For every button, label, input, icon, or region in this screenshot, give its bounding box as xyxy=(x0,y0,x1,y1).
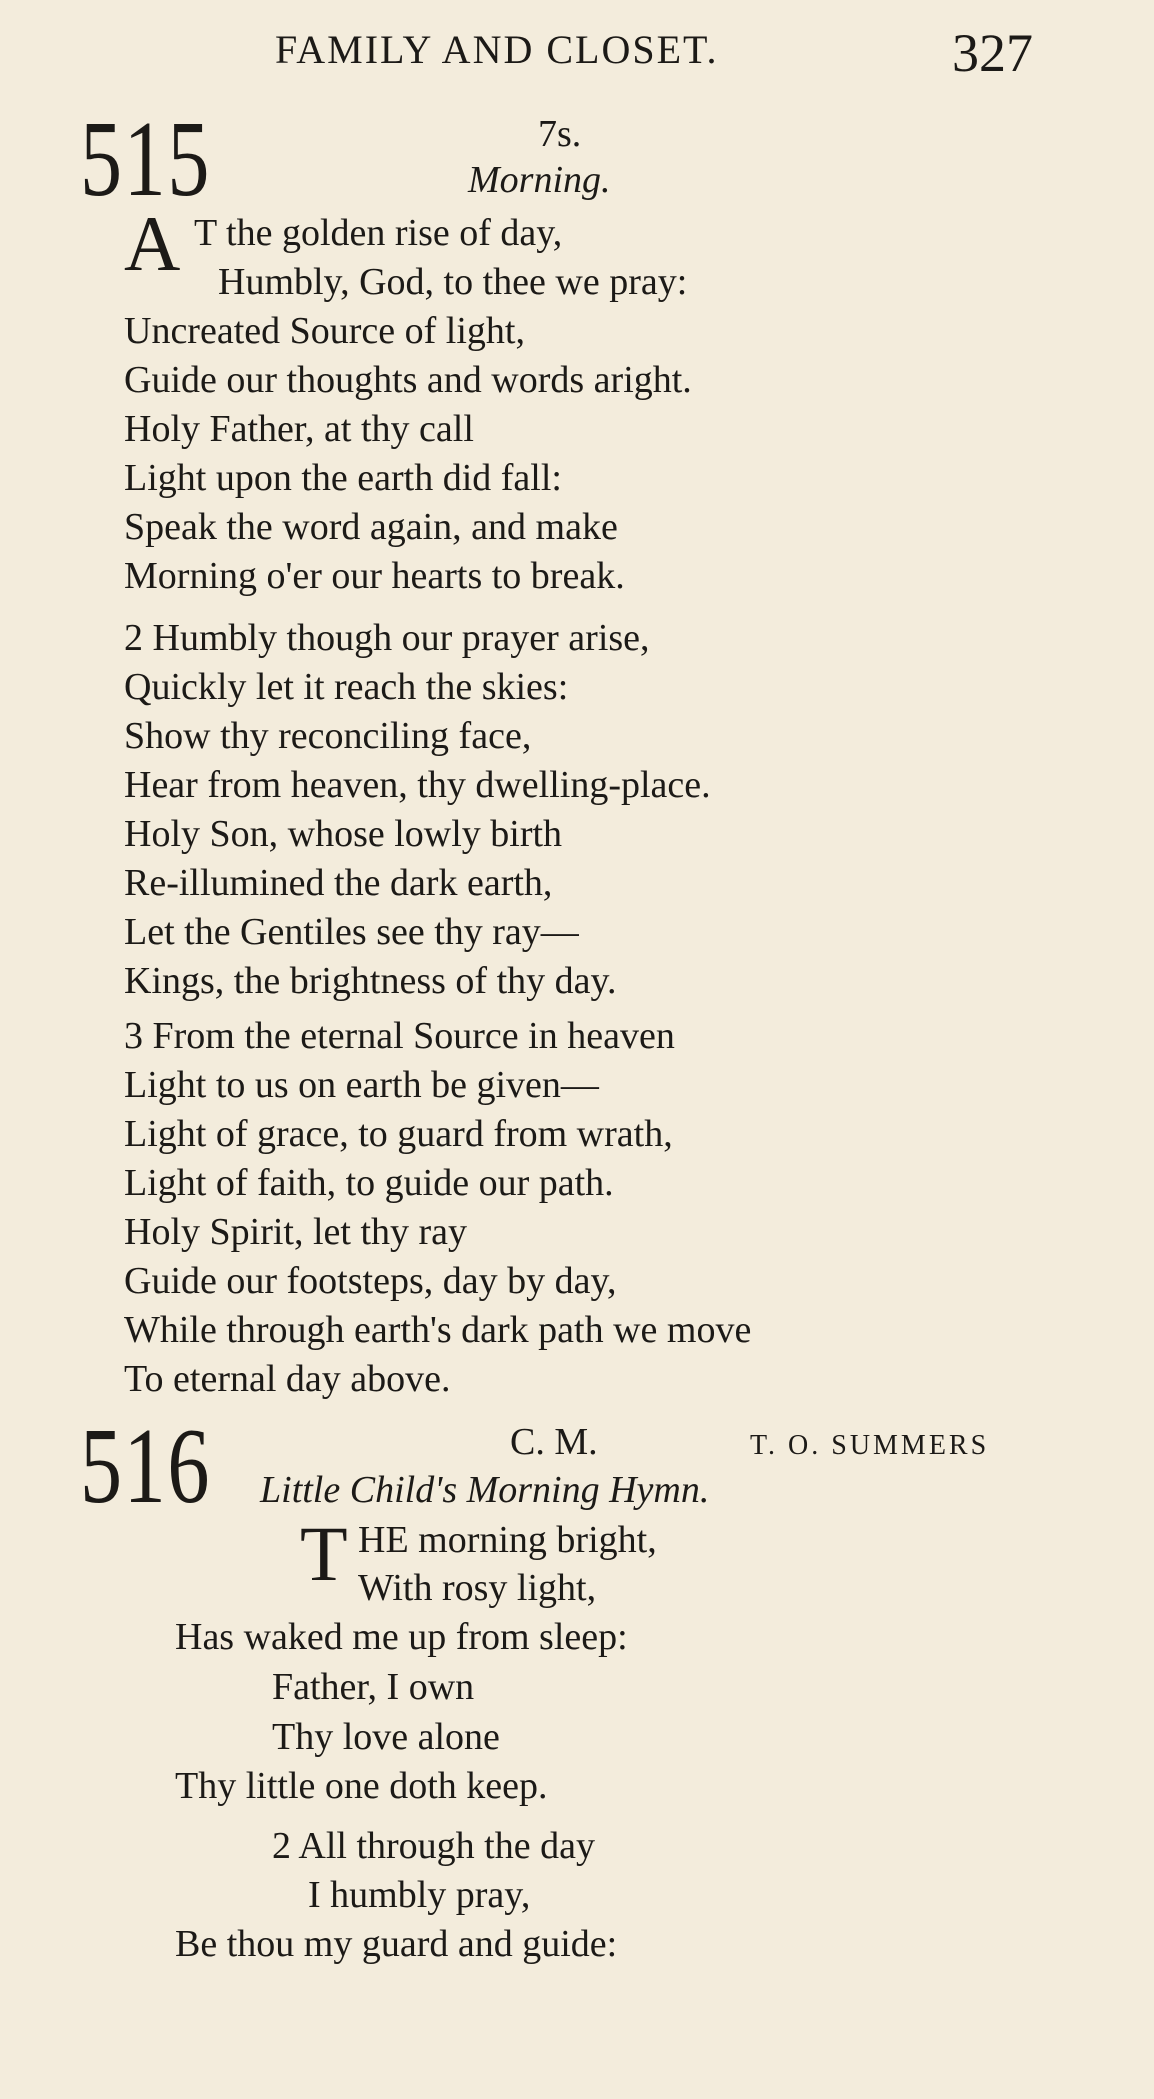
verse-line: Light upon the earth did fall: xyxy=(124,457,562,499)
hymn-meter: C. M. xyxy=(510,1421,598,1463)
stanza-3 xyxy=(124,1012,751,1404)
verse-line: Thy little one doth keep. xyxy=(175,1765,548,1807)
verse-line: Morning o'er our hearts to break. xyxy=(124,555,625,597)
hymn-meter: 7s. xyxy=(538,113,582,155)
verse-line: 2 All through the day xyxy=(272,1825,595,1867)
verse-line: Guide our footsteps, day by day, xyxy=(124,1260,617,1302)
verse-line: Kings, the brightness of thy day. xyxy=(124,960,617,1002)
verse-line: Speak the word again, and make xyxy=(124,506,618,548)
hymn-first-line: T the golden rise of day, xyxy=(194,212,563,254)
hymn-number: 515 xyxy=(80,100,212,219)
verse-line: Holy Son, whose lowly birth xyxy=(124,813,563,855)
verse-line: Re-illumined the dark earth, xyxy=(124,862,553,904)
verse-line: 3 From the eternal Source in heaven xyxy=(124,1015,675,1057)
verse-line: 2 Humbly though our prayer arise, xyxy=(124,617,650,659)
hymn-title: Little Child's Morning Hymn. xyxy=(260,1469,710,1511)
running-head: FAMILY AND CLOSET. xyxy=(275,27,719,72)
verse-line: Thy love alone xyxy=(272,1716,500,1758)
verse-line: Show thy reconciling face, xyxy=(124,715,532,757)
verse-line: Holy Father, at thy call xyxy=(124,408,474,450)
verse-line: With rosy light, xyxy=(358,1567,597,1609)
hymn-number: 516 xyxy=(80,1407,212,1526)
verse-line: Hear from heaven, thy dwelling-place. xyxy=(124,764,711,806)
verse-line: Light to us on earth be given— xyxy=(124,1064,599,1106)
verse-line: Uncreated Source of light, xyxy=(124,310,525,352)
hymn-first-line: HE morning bright, xyxy=(358,1519,657,1561)
verse-line: While through earth's dark path we move xyxy=(124,1309,752,1351)
verse-line: Guide our thoughts and words aright. xyxy=(124,359,692,401)
stanza-2 xyxy=(124,614,711,1006)
hymn-author: T. O. SUMMERS xyxy=(750,1430,990,1461)
verse-line: Humbly, God, to thee we pray: xyxy=(218,261,688,303)
hymn-title: Morning. xyxy=(468,159,611,201)
page-number: 327 xyxy=(952,23,1033,83)
verse-line: Let the Gentiles see thy ray— xyxy=(124,911,579,953)
verse-line: Light of faith, to guide our path. xyxy=(124,1162,614,1204)
verse-line: Light of grace, to guard from wrath, xyxy=(124,1113,673,1155)
verse-line: Be thou my guard and guide: xyxy=(175,1923,618,1965)
verse-line: I humbly pray, xyxy=(308,1874,531,1916)
verse-line: Father, I own xyxy=(272,1666,475,1708)
stanza-1 xyxy=(124,258,692,601)
drop-cap: T xyxy=(300,1510,348,1597)
verse-line: To eternal day above. xyxy=(124,1358,451,1400)
drop-cap: A xyxy=(124,200,181,287)
verse-line: Holy Spirit, let thy ray xyxy=(124,1211,468,1253)
verse-line: Quickly let it reach the skies: xyxy=(124,666,569,708)
verse-line: Has waked me up from sleep: xyxy=(175,1616,628,1658)
